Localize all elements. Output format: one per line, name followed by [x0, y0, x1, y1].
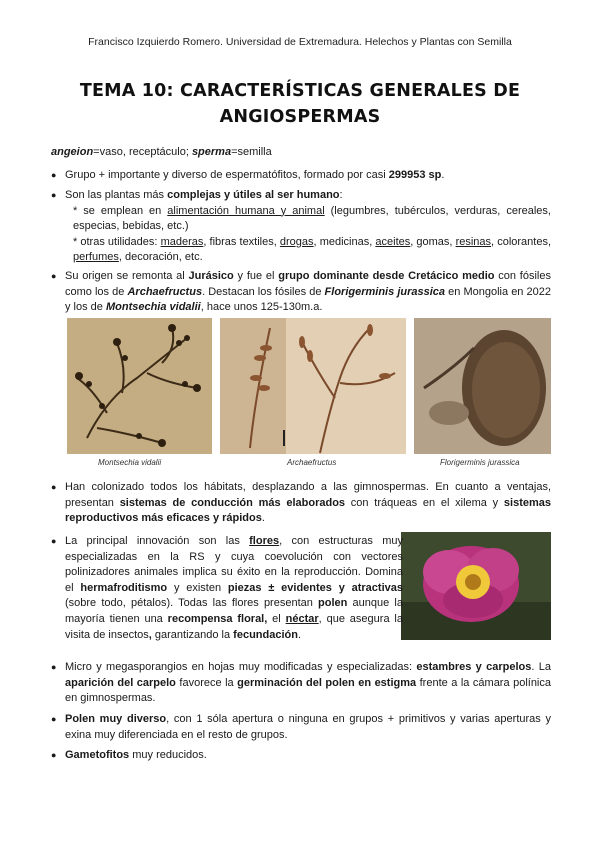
fossil-image-montsechia — [67, 318, 212, 454]
text: , gomas, — [410, 235, 456, 248]
text: , hace unos 125-130m.a. — [200, 301, 323, 314]
text: y existen — [167, 581, 228, 594]
text: . Destacan los fósiles de — [202, 285, 325, 298]
text: , con estructuras muy especializadas en la RS y cuya coevolución con vectores polinizadores animales implica su éxito en la reproducción. Domina el — [65, 535, 403, 594]
bullet-dot: ● — [51, 170, 57, 180]
fossil-image-florigerminis — [414, 318, 551, 454]
text: * se emplean en — [73, 204, 168, 217]
text: , colorantes, — [491, 235, 552, 248]
text: , fibras textiles, — [203, 235, 280, 248]
bold-text: estambres y carpelos — [416, 661, 532, 673]
text: Son las plantas más — [65, 189, 168, 201]
bullet-dot: ● — [51, 482, 57, 492]
bullet-habitats — [51, 480, 551, 527]
bold-text: , — [148, 628, 152, 641]
page-header: Francisco Izquierdo Romero. Universidad de Extremadura. Helechos y Plantas con Semilla — [88, 36, 512, 48]
bullet-dot: ● — [51, 714, 57, 724]
text: : — [339, 189, 343, 201]
species-name: Florigerminis jurassica — [324, 285, 446, 298]
text: . La — [531, 661, 551, 673]
bold-text: hermafroditismo — [80, 581, 168, 594]
bold-text: sistemas reproductivos más eficaces y rápidos — [65, 496, 552, 525]
bold-text: Gametofitos — [65, 749, 130, 761]
text: muy reducidos. — [129, 749, 207, 761]
bold-text: grupo dominante desde Cretácico medio — [278, 270, 495, 282]
underlined-text: resinas — [455, 235, 492, 248]
etym-def-1: =vaso, receptáculo; — [93, 146, 192, 158]
species-count: 299953 sp — [388, 169, 442, 181]
bold-text: polen — [318, 597, 348, 610]
bold-text: recompensa floral, — [167, 612, 268, 625]
bold-text: aparición del carpelo — [65, 676, 176, 689]
text: La principal innovación son las — [65, 535, 250, 547]
bold-underlined-text: flores — [249, 535, 280, 547]
text: . — [297, 628, 302, 641]
bullet-dot: ● — [51, 271, 57, 281]
bold-text: Jurásico — [188, 270, 234, 282]
bullet-dot: ● — [51, 190, 57, 200]
text: garantizando la — [151, 628, 234, 641]
title-line-2: ANGIOSPERMAS — [219, 107, 381, 127]
etym-def-2: =semilla — [231, 146, 272, 158]
species-name: Archaefructus — [127, 285, 203, 298]
text: , decoración, etc. — [118, 251, 203, 264]
bold-text: piezas ± evidentes y atractivas — [227, 581, 403, 594]
underlined-text: maderas — [160, 235, 204, 248]
underlined-text: perfumes — [73, 251, 119, 264]
bullet-sporangia — [51, 660, 551, 707]
text: en Mongolia en 2022 y los de — [65, 285, 551, 314]
underlined-text: drogas — [279, 235, 314, 248]
bold-text: fecundación — [233, 628, 298, 641]
bullet-dot: ● — [51, 662, 57, 672]
text: el — [267, 612, 286, 625]
text: (legumbres, tubérculos, verduras, cereales, especias, bebidas, etc.) — [73, 204, 551, 233]
bold-underlined-text: néctar — [285, 612, 319, 625]
text: frente a la cámara polínica en gimnospermas. — [65, 676, 551, 705]
text: Han colonizado todos los hábitats, desplazando a las gimnospermas. En cuanto a ventajas, presentan — [65, 481, 551, 509]
bold-text: complejas y útiles al ser humano — [167, 189, 340, 201]
bullet-pollen — [51, 712, 551, 743]
sub-item-food — [73, 204, 551, 235]
text: (sobre todo, pétalos). Todas las flores presentan — [65, 597, 319, 610]
bold-text: sistemas de conducción más elaborados — [119, 496, 346, 509]
bullet-gametophytes — [51, 748, 551, 764]
text: * otras utilidades: — [73, 235, 161, 248]
text: con tráqueas en el xilema y — [345, 496, 504, 509]
text: Micro y megasporangios en hojas muy modificadas y especializadas: — [65, 661, 417, 673]
bullet-flowers — [51, 534, 551, 643]
text: y fue el — [233, 270, 279, 282]
etym-word-2: sperma — [191, 146, 232, 158]
text: . — [261, 512, 265, 525]
etymology — [51, 146, 272, 158]
etym-word-1: angeion — [51, 146, 94, 158]
bold-text: germinación del polen en estigma — [237, 676, 417, 689]
text: Su origen se remonta al — [65, 270, 189, 282]
page-title — [40, 78, 560, 130]
text: . — [441, 169, 445, 181]
text: Grupo + importante y diverso de espermatófitos, formado por casi — [65, 169, 389, 181]
bullet-dot: ● — [51, 536, 57, 546]
bullet-origin — [51, 269, 551, 316]
caption-florigerminis: Florigerminis jurassica — [440, 458, 520, 467]
text: , que asegura la visita de insectos — [65, 612, 403, 641]
caption-montsechia: Montsechia vidalii — [98, 458, 162, 467]
title-line-1: TEMA 10: CARACTERÍSTICAS GENERALES DE — [79, 81, 521, 101]
text: aunque la mayoría tienen una — [65, 597, 403, 625]
text: favorece la — [175, 676, 238, 689]
underlined-text: alimentación humana y animal — [167, 204, 325, 217]
caption-archaefructus: Archaefructus — [287, 458, 337, 467]
text: con fósiles como los de — [65, 270, 551, 298]
fossil-image-archaefructus — [220, 318, 406, 454]
underlined-text: aceites — [375, 235, 411, 248]
bold-text: Polen muy diverso — [65, 713, 167, 725]
bullet-diversity — [51, 168, 551, 184]
text: , con 1 sóla apertura o ninguna en grupos + primitivos y varias aperturas y exina muy diferenciada en el resto de grupos. — [65, 713, 551, 741]
sub-item-other — [73, 235, 551, 266]
species-name: Montsechia vidalii — [105, 301, 201, 314]
bullet-uses — [51, 188, 551, 266]
bullet-dot: ● — [51, 750, 57, 760]
text: , medicinas, — [313, 235, 376, 248]
